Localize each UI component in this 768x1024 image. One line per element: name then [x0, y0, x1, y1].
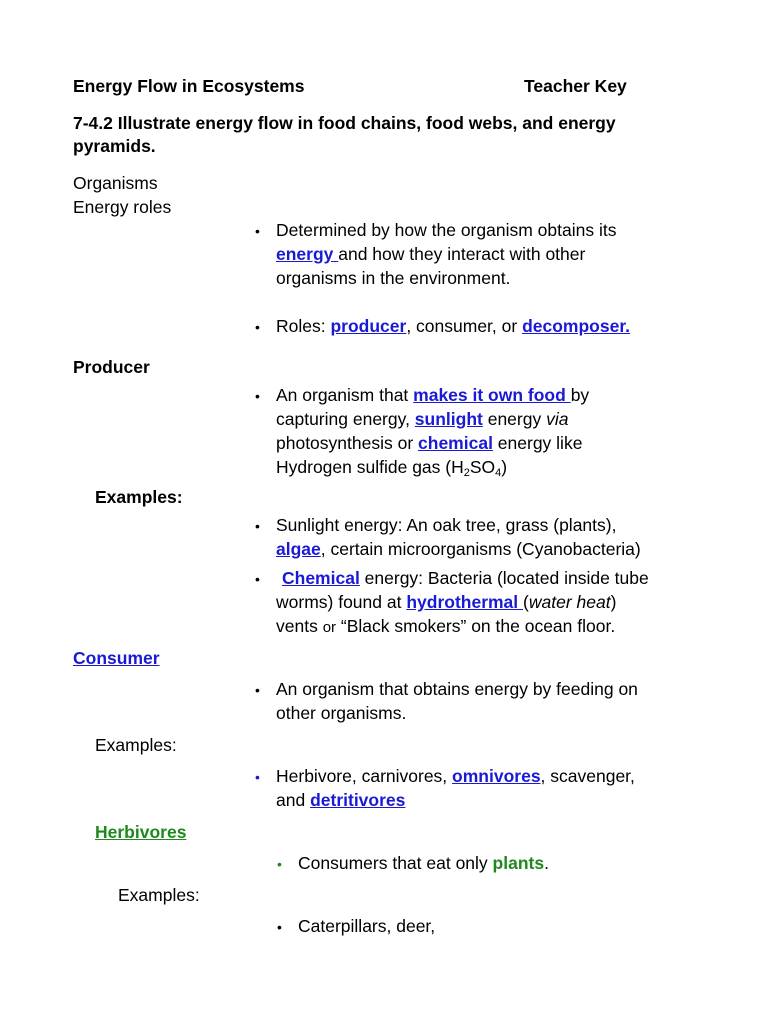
roles-line: Roles: producer, consumer, or decomposer. — [276, 316, 631, 336]
teacher-key-label: Teacher Key — [524, 76, 627, 96]
consumer-def-line-1: An organism that obtains energy by feeding on — [276, 679, 638, 699]
makes-own-food-link[interactable]: makes it own food — [413, 385, 571, 405]
herbivores-example-line: Caterpillars, deer, — [298, 916, 436, 936]
omnivores-link[interactable]: omnivores — [452, 766, 541, 786]
determined-line-3: organisms in the environment. — [276, 268, 511, 288]
energy-link[interactable]: energy — [276, 244, 339, 264]
bullet-icon: • — [255, 518, 260, 534]
producer-def-line-1: An organism that makes it own food by — [276, 385, 590, 405]
sunlight-example-line-2: algae, certain microorganisms (Cyanobacteria) — [276, 539, 641, 559]
producer-def-line-3: photosynthesis or chemical energy like — [276, 433, 583, 453]
bullet-icon: • — [277, 856, 282, 872]
sunlight-link[interactable]: sunlight — [414, 409, 483, 429]
hydrothermal-link[interactable]: hydrothermal — [406, 592, 524, 612]
bullet-icon: • — [255, 319, 260, 335]
plants-word: plants — [492, 853, 545, 873]
standard-line-2: pyramids. — [73, 136, 156, 156]
chemical-example-line-2: worms) found at hydrothermal (water heat) — [276, 592, 617, 612]
bullet-icon: • — [255, 571, 260, 587]
document-title: Energy Flow in Ecosystems — [73, 76, 305, 96]
algae-link[interactable]: algae — [276, 539, 321, 559]
sunlight-example-line-1: Sunlight energy: An oak tree, grass (plants), — [276, 515, 617, 535]
consumer-example-line-2: and detritivores — [276, 790, 406, 810]
energy-roles-label: Energy roles — [73, 197, 172, 217]
determined-line-1: Determined by how the organism obtains its — [276, 220, 617, 240]
standard-line-1: 7-4.2 Illustrate energy flow in food chains, food webs, and energy — [73, 113, 616, 133]
producer-def-line-2: capturing energy, sunlight energy via — [276, 409, 569, 429]
herbivores-examples-label: Examples: — [118, 885, 200, 905]
producer-examples-label: Examples: — [95, 487, 183, 507]
producer-link[interactable]: producer — [330, 316, 407, 336]
producer-heading: Producer — [73, 357, 150, 377]
bullet-icon: • — [255, 388, 260, 404]
organisms-label: Organisms — [73, 173, 158, 193]
chemical-example-line-3: vents or “Black smokers” on the ocean floor. — [276, 616, 616, 636]
bullet-icon: • — [255, 769, 260, 785]
detritivores-link[interactable]: detritivores — [310, 790, 406, 810]
consumer-examples-label: Examples: — [95, 735, 177, 755]
chemical-link[interactable]: chemical — [418, 433, 493, 453]
bullet-icon: • — [255, 223, 260, 239]
chemical-example-line-1: Chemical energy: Bacteria (located inside tube — [282, 568, 649, 588]
determined-line-2: energy and how they interact with other — [276, 244, 586, 264]
consumer-example-line-1: Herbivore, carnivores, omnivores, scavenger, — [276, 766, 635, 786]
consumer-def-line-2: other organisms. — [276, 703, 407, 723]
bullet-icon: • — [277, 919, 282, 935]
producer-def-line-4: Hydrogen sulfide gas $(H_2SO_4)$ — [276, 457, 508, 479]
decomposer-link[interactable]: decomposer. — [522, 316, 631, 336]
consumer-heading-link[interactable]: Consumer — [73, 648, 160, 668]
herbivores-def-line: Consumers that eat only plants. — [298, 853, 549, 873]
chemical-example-link[interactable]: Chemical — [282, 568, 360, 588]
herbivores-heading-link[interactable]: Herbivores — [95, 822, 187, 842]
bullet-icon: • — [255, 682, 260, 698]
